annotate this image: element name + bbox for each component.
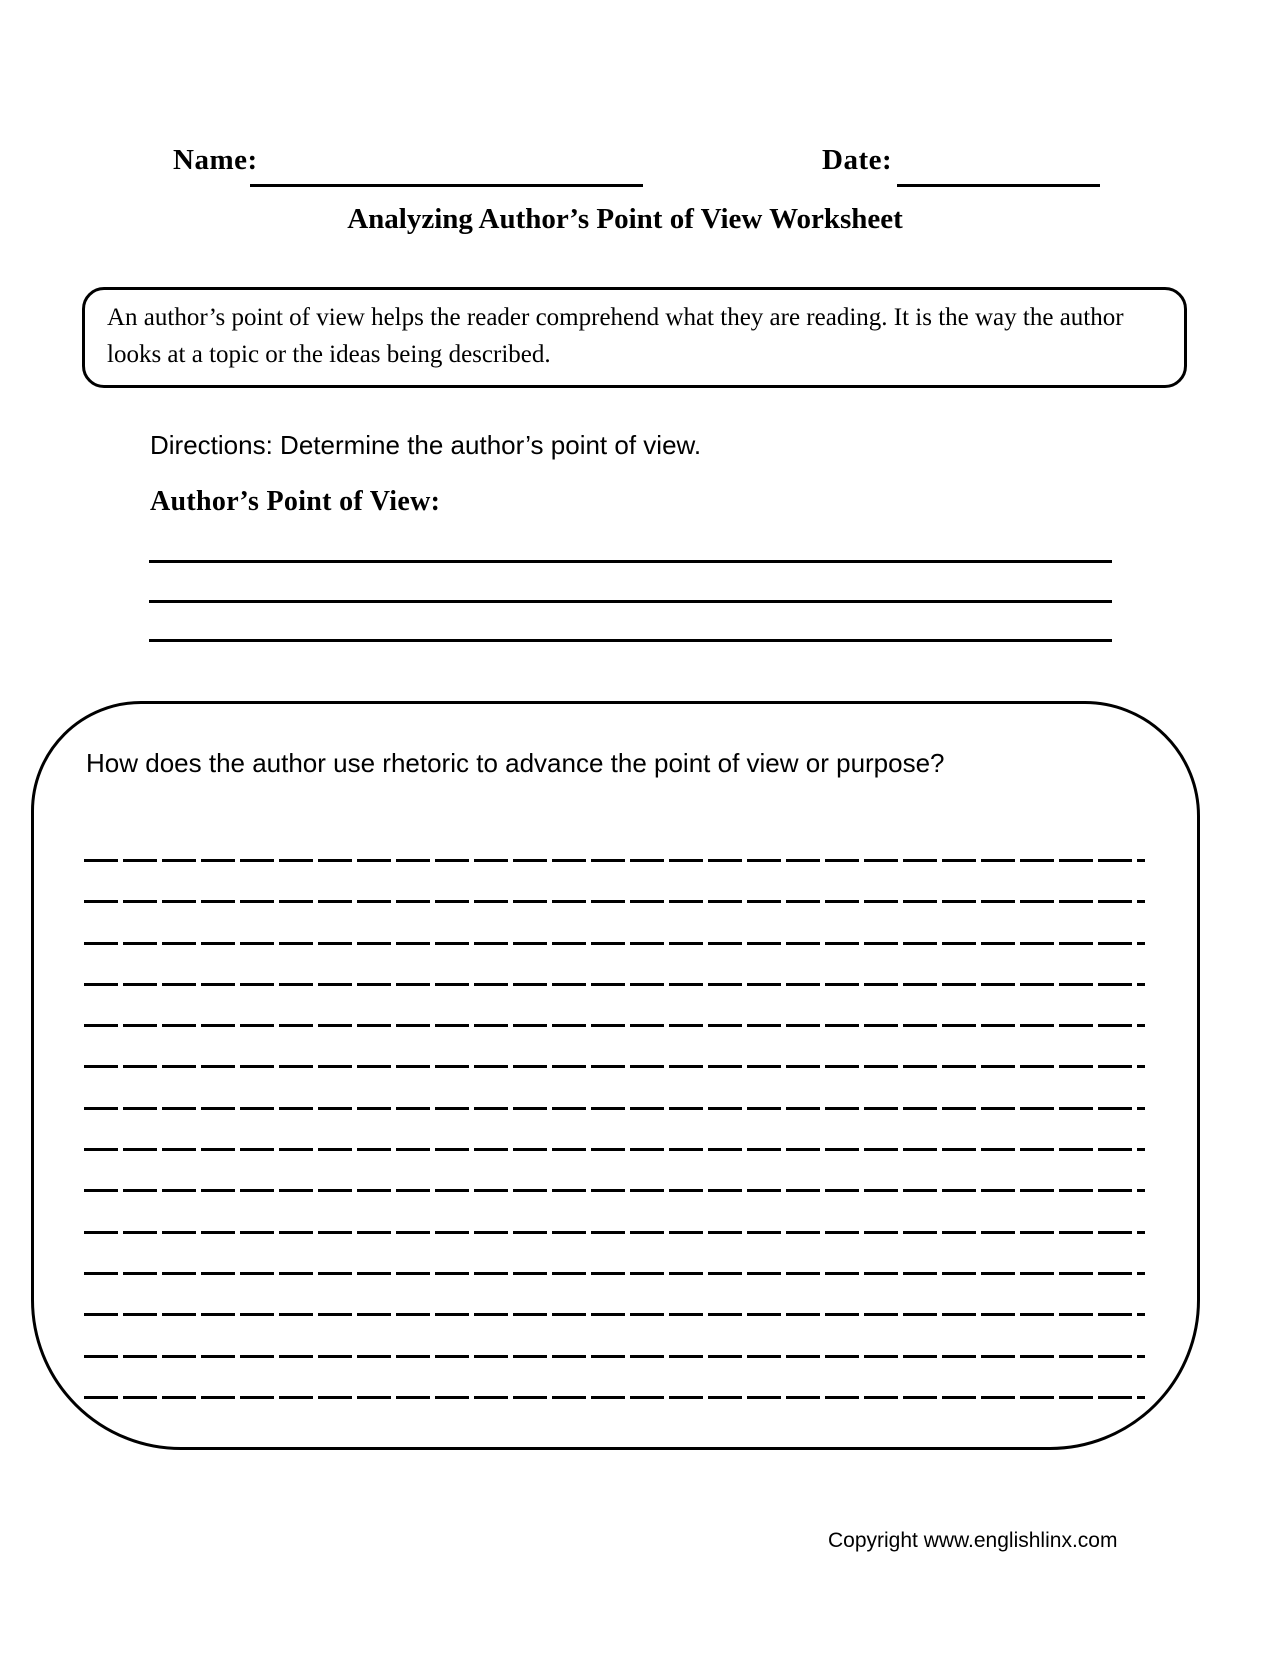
response-dashed-line <box>84 1396 1145 1399</box>
answer-blank-line <box>149 560 1112 563</box>
section-label: Author’s Point of View: <box>150 486 441 517</box>
response-dashed-line <box>84 1189 1145 1192</box>
response-dashed-line <box>84 1065 1145 1068</box>
response-dashed-line <box>84 942 1145 945</box>
name-label: Name: <box>173 144 258 176</box>
intro-box <box>82 287 1187 388</box>
response-dashed-line <box>84 859 1145 862</box>
response-dashed-line <box>84 1107 1145 1110</box>
response-dashed-line <box>84 1313 1145 1316</box>
copyright-text: Copyright www.englishlinx.com <box>828 1529 1118 1552</box>
response-dashed-line <box>84 1272 1145 1275</box>
page-title: Analyzing Author’s Point of View Worksheet <box>347 203 903 235</box>
response-dashed-line <box>84 983 1145 986</box>
answer-lines <box>149 560 1112 679</box>
answer-blank-line <box>149 600 1112 603</box>
response-dashed-line <box>84 1355 1145 1358</box>
response-dashed-line <box>84 900 1145 903</box>
date-blank-line <box>897 184 1100 187</box>
response-dashed-line <box>84 1148 1145 1151</box>
date-label: Date: <box>822 144 893 176</box>
name-blank-line <box>250 184 643 187</box>
question-box <box>31 701 1200 1450</box>
directions-text: Directions: Determine the author’s point of view. <box>150 430 702 460</box>
answer-blank-line <box>149 639 1112 642</box>
response-dashed-line <box>84 1231 1145 1234</box>
question-text: How does the author use rhetoric to advance the point of view or purpose? <box>86 748 945 778</box>
response-dashed-line <box>84 1024 1145 1027</box>
dashed-lines <box>84 859 1145 1437</box>
intro-text: An author’s point of view helps the reader comprehend what they are reading. It is the way the author looks at a topic or the ideas being described. <box>107 304 1124 368</box>
